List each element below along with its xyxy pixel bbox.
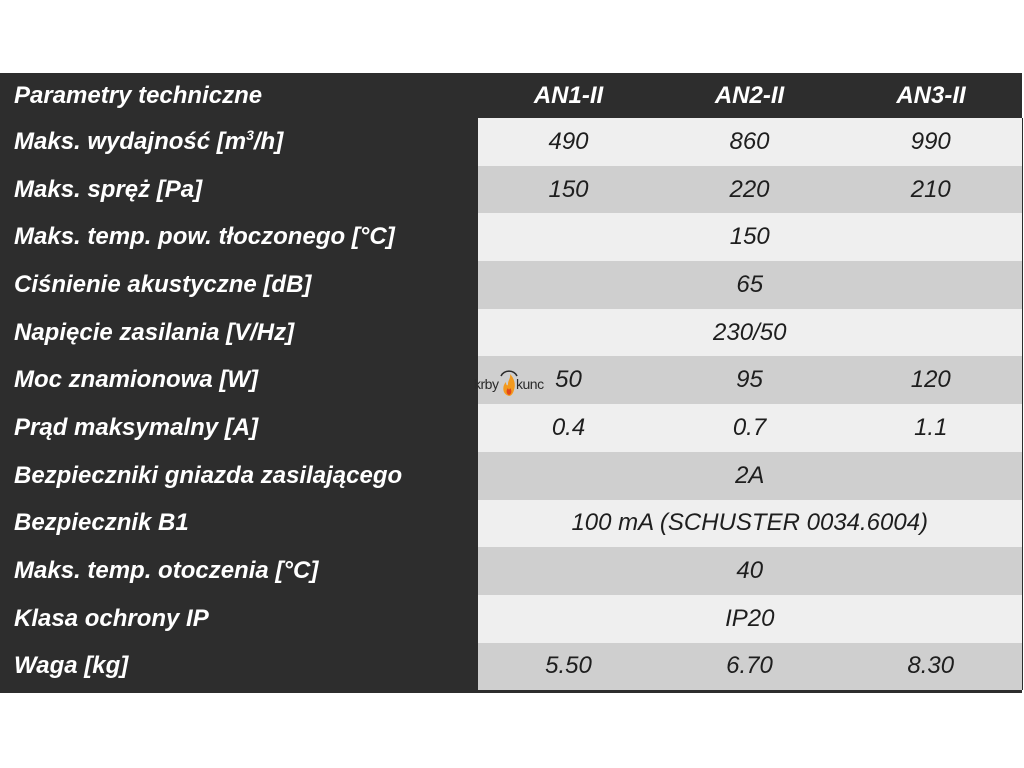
cell-an1: 150 (478, 166, 659, 214)
watermark-text-right: kunc (516, 376, 544, 392)
row-label: Klasa ochrony IP (0, 595, 478, 643)
cell-an2: 0.7 (659, 404, 840, 452)
table-row (0, 643, 1022, 691)
cell-shared: IP20 (478, 595, 1022, 643)
table-row (0, 118, 1022, 166)
cell-an1: 0.4 (478, 404, 659, 452)
row-label: Waga [kg] (0, 643, 478, 691)
row-label: Maks. temp. pow. tłoczonego [°C] (0, 213, 478, 261)
header-model-an2: AN2-II (659, 73, 840, 118)
row-label: Moc znamionowa [W] (0, 356, 478, 404)
header-model-an3: AN3-II (840, 73, 1022, 118)
cell-an2: 860 (659, 118, 840, 166)
cell-an2: 6.70 (659, 643, 840, 691)
cell-an1: 5.50 (478, 643, 659, 691)
cell-an1: 490 (478, 118, 659, 166)
row-label: Napięcie zasilania [V/Hz] (0, 309, 478, 357)
cell-an3: 990 (840, 118, 1022, 166)
row-label: Bezpieczniki gniazda zasilającego (0, 452, 478, 500)
cell-shared: 230/50 (478, 309, 1022, 357)
table-row (0, 404, 1022, 452)
cell-shared: 2A (478, 452, 1022, 500)
cell-shared: 40 (478, 547, 1022, 595)
cell-an2: 95 (659, 356, 840, 404)
cell-shared: 65 (478, 261, 1022, 309)
table-header-row (0, 73, 1022, 118)
row-label: Maks. spręż [Pa] (0, 166, 478, 214)
watermark-text-left: krby (474, 376, 499, 392)
spec-sheet (0, 73, 1022, 693)
cell-an3: 1.1 (840, 404, 1022, 452)
cell-an3: 8.30 (840, 643, 1022, 691)
cell-an3: 120 (840, 356, 1022, 404)
table-row (0, 166, 1022, 214)
table-row (0, 500, 1022, 548)
row-label: Bezpiecznik B1 (0, 500, 478, 548)
cell-an3: 210 (840, 166, 1022, 214)
row-label: Maks. wydajność $[m^3/h]$ (0, 118, 478, 166)
table-row (0, 356, 1022, 404)
header-label: Parametry techniczne (0, 73, 478, 118)
cell-shared: 150 (478, 213, 1022, 261)
cell-shared: 100 mA (SCHUSTER 0034.6004) (478, 500, 1022, 548)
row-label: Prąd maksymalny [A] (0, 404, 478, 452)
table-row (0, 452, 1022, 500)
row-label: Maks. temp. otoczenia [°C] (0, 547, 478, 595)
cell-an2: 220 (659, 166, 840, 214)
table-row (0, 261, 1022, 309)
header-model-an1: AN1-II (478, 73, 659, 118)
table-row (0, 213, 1022, 261)
row-label: Ciśnienie akustyczne [dB] (0, 261, 478, 309)
table-row (0, 309, 1022, 357)
table-row (0, 595, 1022, 643)
technical-parameters-table (0, 73, 1023, 690)
table-row (0, 547, 1022, 595)
cell-an1: 50 (478, 356, 659, 404)
